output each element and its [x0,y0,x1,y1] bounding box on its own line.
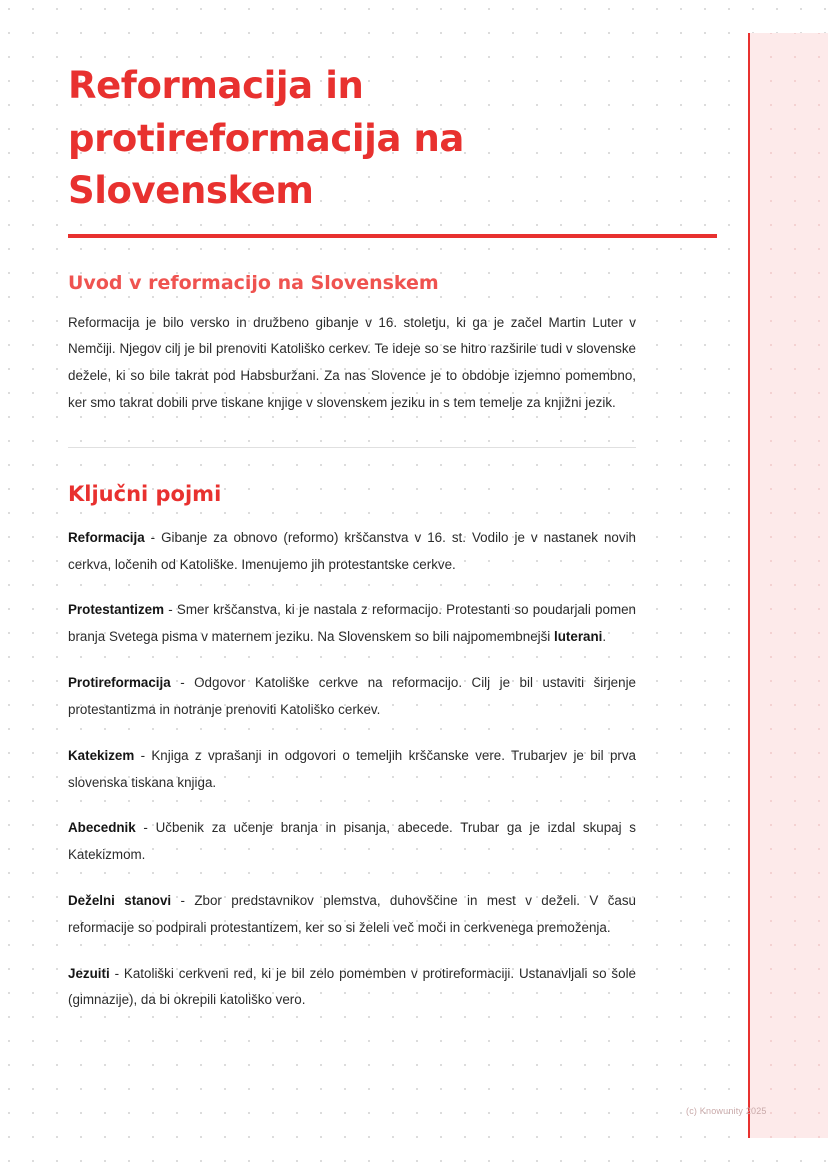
term-definition-tail: . [602,629,607,645]
section-divider [68,447,636,448]
term-label: Katekizem [68,747,135,763]
term-label: Reformacija [68,529,145,545]
term-entry [68,815,636,869]
term-definition: - Gibanje za obnovo (reformo) krščanstva v 16. st. Vodilo je v nastanek novih cerkva, ločenih od Katoliške. Imenujemo jih protestantske cerkve. [68,529,636,572]
term-entry [68,670,636,724]
decorative-side-band [748,33,828,1138]
title-underline [68,234,717,238]
document-content [68,60,636,1014]
term-entry [68,888,636,942]
section-paragraph-intro: Reformacija je bilo versko in družbeno gibanje v 16. stoletju, ki ga je začel Martin Luter v Nemčiji. Njegov cilj je bil prenoviti Katoliško cerkev. Te ideje so se hitro razširile tudi v slovenske dežele, ki so bile takrat pod Habsburžani. Za nas Slovence je to obdobje izjemno pomembno, ker smo takrat dobili prve tiskane knjige v slovenskem jeziku in s tem temelje za knjižni jezik. [68,314,636,411]
term-definition: - Katoliški cerkveni red, ki je bil zelo pomemben v protireformaciji. Ustanavljali so šole (gimnazije), da bi okrepili katoliško vero. [68,965,636,1008]
term-definition: - Odgovor Katoliške cerkve na reformacijo. Cilj je bil ustaviti širjenje protestantizma in notranje prenoviti Katoliško cerkev. [68,675,636,717]
term-label: Abecednik [68,820,136,836]
term-entry [68,525,636,579]
term-label: Jezuiti [68,965,110,981]
term-label: Protireformacija [68,675,171,691]
term-entry [68,597,636,651]
footer-credit: (c) Knowunity 2025 [686,1106,767,1116]
term-entry [68,743,636,797]
section-heading-key-terms: Ključni pojmi [68,481,222,506]
side-band-divider [748,33,750,1138]
term-label: Protestantizem [68,602,164,618]
term-definition: - Smer krščanstva, ki je nastala z reformacijo. Protestanti so poudarjali pomen branja Svetega pisma v maternem jeziku. Na Slovenskem so bili najpomembnejši [68,602,636,645]
term-label: Deželni stanovi [68,892,172,908]
term-definition: - Učbenik za učenje branja in pisanja, abecede. Trubar ga je izdal skupaj s Katekizmom. [68,820,636,863]
term-definition-emphasis: luterani [554,629,603,645]
term-entry [68,961,636,1015]
page-title: Reformacija in protireformacija na Slovenskem [68,64,465,213]
term-definition: - Zbor predstavnikov plemstva, duhovščine in mest v deželi. V času reformacije so podpirali protestantizem, ker so si želeli več moči in cerkvenega premoženja. [68,892,636,935]
term-definition: - Knjiga z vprašanji in odgovori o temeljih krščanske vere. Trubarjev je bil prva slovenska tiskana knjiga. [68,747,636,790]
section-heading-intro: Uvod v reformacijo na Slovenskem [68,271,439,294]
